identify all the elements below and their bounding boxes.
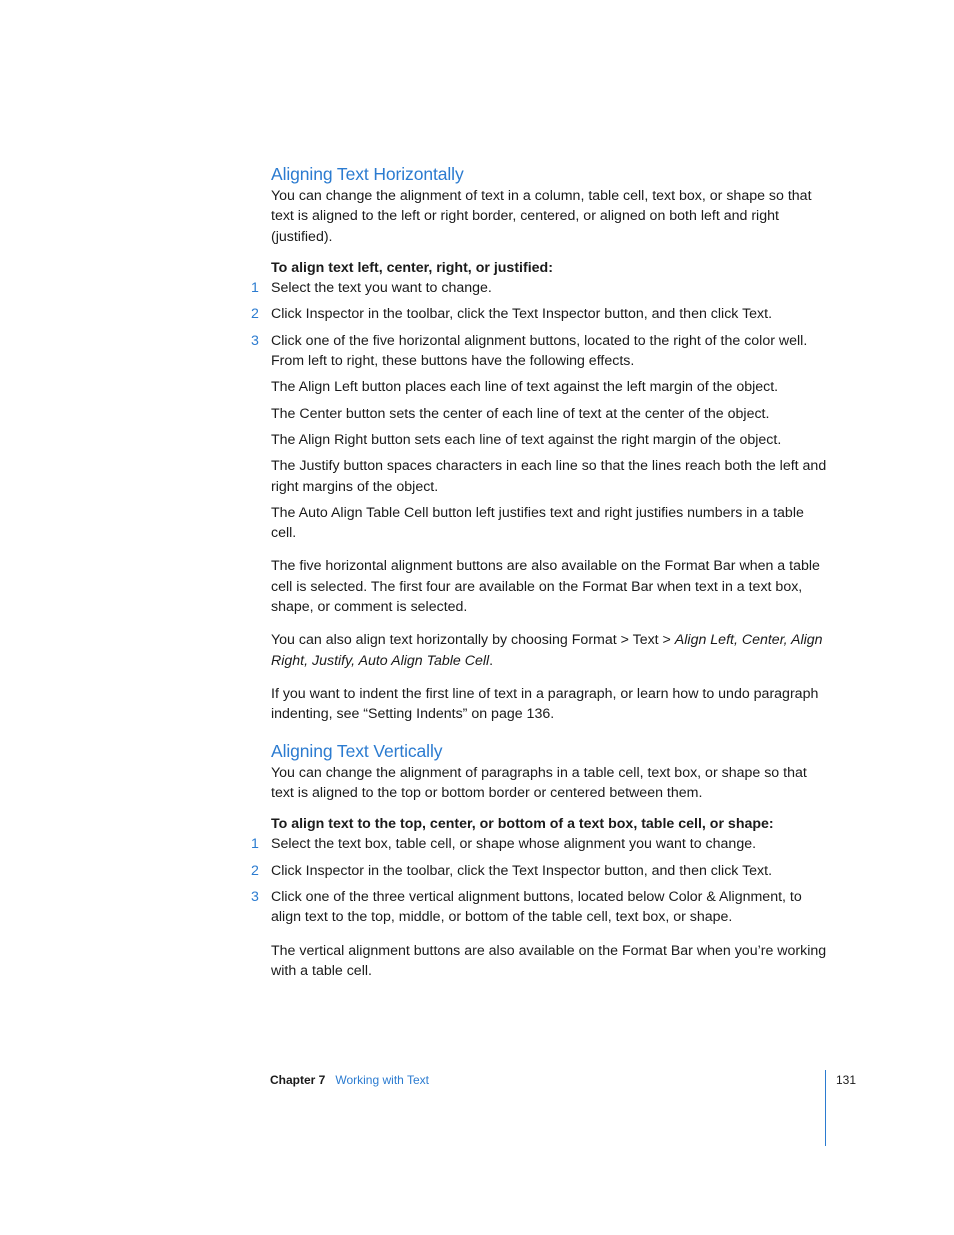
chapter-number: Chapter 7 (270, 1073, 326, 1087)
step-item (251, 861, 831, 881)
format-bar-note: The five horizontal alignment buttons are also available on the Format Bar when a table cell is selected. The first four are available on the Format Bar when text in a text box, shape, or comment is selected. (271, 558, 820, 616)
menu-path-note (271, 630, 831, 671)
effect-auto-align: The Auto Align Table Cell button left justifies text and right justifies numbers in a table cell. (271, 504, 804, 542)
step-number: 2 (251, 306, 259, 323)
step-text: Select the text you want to change. (271, 280, 492, 297)
section-heading-horizontal: Aligning Text Horizontally (271, 164, 464, 184)
step-text: Click Inspector in the toolbar, click the Text Inspector button, and then click Text. (271, 862, 773, 879)
section-intro-vertical: You can change the alignment of paragraphs in a table cell, text box, or shape so that text is aligned to the top or bottom border or centered between them. (271, 764, 807, 801)
step-text: Click one of the five horizontal alignment buttons, located to the right of the color well. From left to right, these buttons have the following effects. (271, 332, 808, 370)
vertical-format-bar-note: The vertical alignment buttons are also available on the Format Bar when you’re working with a table cell. (271, 942, 827, 979)
steps-horizontal (251, 278, 831, 371)
effect-align-left: The Align Left button places each line of text against the left margin of the object. (271, 379, 779, 396)
footer-divider (825, 1070, 826, 1146)
page-body (251, 162, 831, 981)
step-text: Select the text box, table cell, or shape whose alignment you want to change. (271, 836, 757, 853)
page-number: 131 (836, 1073, 857, 1087)
step-number: 3 (251, 889, 259, 906)
chapter-title-link[interactable]: Working with Text (335, 1073, 429, 1087)
step-item (251, 887, 831, 928)
step-text: Click one of the three vertical alignment buttons, located below Color & Alignment, to align text to the top, middle, or bottom of the table cell, text box, or shape. (271, 889, 802, 926)
indent-cross-reference: If you want to indent the first line of text in a paragraph, or learn how to undo paragraph indenting, see “Setting Indents” on page 136. (271, 685, 819, 723)
menu-path-suffix: . (489, 652, 494, 669)
step-item (251, 331, 831, 372)
step-number: 2 (251, 862, 259, 879)
section-intro-horizontal: You can change the alignment of text in a column, table cell, text box, or shape so that text is aligned to the left or right border, centered, or aligned on both left and right (justified). (271, 188, 812, 245)
footer-chapter-label (270, 1072, 429, 1088)
step-item (251, 834, 831, 854)
task-heading-vertical: To align text to the top, center, or bottom of a text box, table cell, or shape: (271, 816, 774, 833)
step-item (251, 278, 831, 298)
step-item (251, 304, 831, 324)
step-number: 1 (251, 280, 259, 297)
menu-path-prefix: You can also align text horizontally by choosing Format > Text > (271, 632, 675, 649)
steps-vertical (251, 834, 831, 927)
effect-align-right: The Align Right button sets each line of text against the right margin of the object. (271, 431, 782, 448)
effect-center: The Center button sets the center of each line of text at the center of the object. (271, 405, 770, 422)
menu-path-options: Align Left, Center, Align Right, Justify, Auto Align Table Cell (271, 632, 823, 669)
task-heading-horizontal: To align text left, center, right, or justified: (271, 259, 553, 276)
step-number: 1 (251, 836, 259, 853)
step-text: Click Inspector in the toolbar, click the Text Inspector button, and then click Text. (271, 306, 773, 323)
section-heading-vertical: Aligning Text Vertically (271, 740, 443, 761)
effect-justify: The Justify button spaces characters in each line so that the lines reach both the left and right margins of the object. (271, 458, 827, 495)
step-number: 3 (251, 332, 259, 349)
